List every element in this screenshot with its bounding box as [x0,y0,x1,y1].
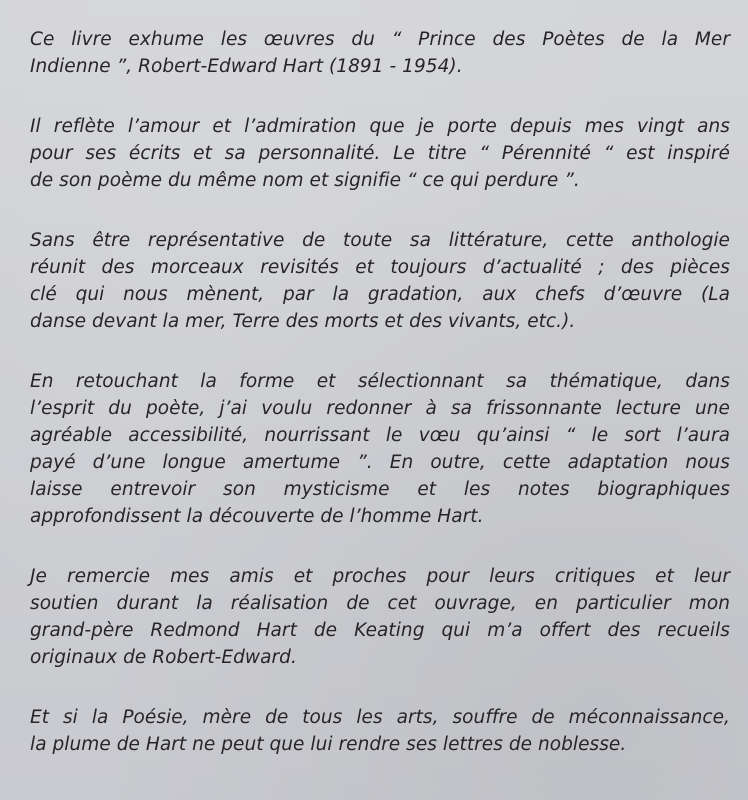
paragraph-2 [30,113,730,194]
paragraph-4 [30,368,730,530]
text-line: Je remercie mes amis et proches pour leurs critiques et leur [30,566,730,587]
text-line: l’esprit du poète, j’ai voulu redonner à sa frissonnante lecture une [30,398,730,419]
text-line: soutien durant la réalisation de cet ouvrage, en particulier mon [30,593,730,614]
text-line: clé qui nous mènent, par la gradation, aux chefs d’œuvre (La [30,284,730,305]
text-line: danse devant la mer, Terre des morts et des vivants, etc.). [30,311,576,332]
text-line: approfondissent la découverte de l’homme Hart. [30,506,484,527]
text-line: la plume de Hart ne peut que lui rendre ses lettres de noblesse. [30,734,627,755]
text-line: pour ses écrits et sa personnalité. Le titre “ Pérennité “ est inspiré [30,143,730,164]
text-line: de son poème du même nom et signifie “ ce qui perdure ”. [30,170,580,191]
text-line: Sans être représentative de toute sa littérature, cette anthologie [30,230,730,251]
paragraph-5 [30,563,730,671]
text-line: réunit des morceaux revisités et toujours d’actualité ; des pièces [30,257,730,278]
text-line: laisse entrevoir son mysticisme et les notes biographiques [30,479,730,500]
text-line: En retouchant la forme et sélectionnant sa thématique, dans [30,371,730,392]
text-line: grand-père Redmond Hart de Keating qui m’a offert des recueils [30,620,730,641]
text-line: agréable accessibilité, nourrissant le vœu qu’ainsi “ le sort l’aura [30,425,730,446]
text-line: Ce livre exhume les œuvres du “ Prince des Poètes de la Mer [30,29,730,50]
text-line: Et si la Poésie, mère de tous les arts, souffre de méconnaissance, [30,707,730,728]
paragraph-3 [30,227,730,335]
paragraph-1 [30,26,730,80]
text-line: Il reflète l’amour et l’admiration que je porte depuis mes vingt ans [30,116,730,137]
text-line: payé d’une longue amertume ”. En outre, cette adaptation nous [30,452,730,473]
text-line: originaux de Robert-Edward. [30,647,297,668]
paragraph-6 [30,704,730,758]
text-line: Indienne ”, Robert-Edward Hart (1891 - 1954). [30,56,463,77]
preface-text [30,26,730,791]
